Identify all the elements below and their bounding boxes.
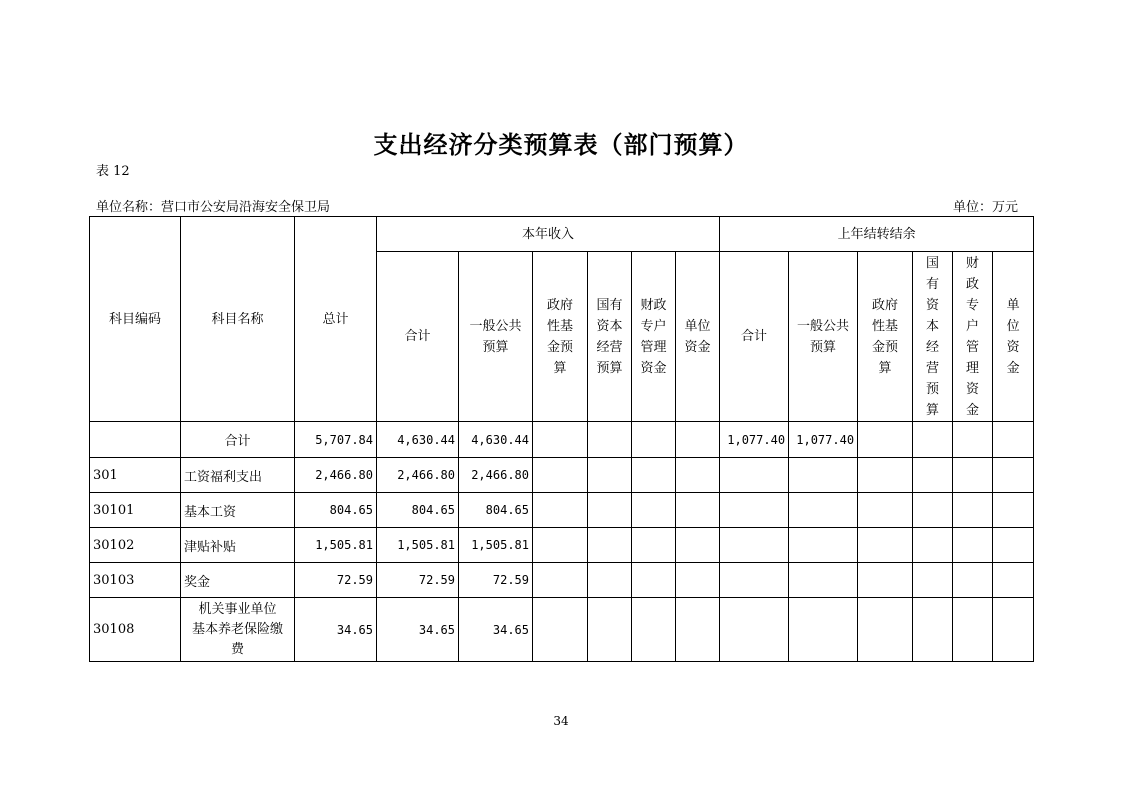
row-name: 奖金 (181, 563, 295, 598)
header-cy-col: 一般公共 预算 (459, 252, 533, 422)
empty-cell (953, 422, 993, 458)
empty-cell (632, 528, 676, 563)
row-total: 5,707.84 (295, 422, 377, 458)
empty-cell (953, 528, 993, 563)
row-code (90, 422, 181, 458)
table-row (90, 493, 1034, 528)
empty-cell (676, 493, 720, 528)
header-py-col: 单 位 资 金 (993, 252, 1034, 422)
row-name: 津贴补贴 (181, 528, 295, 563)
row-total: 2,466.80 (295, 458, 377, 493)
header-cy-col: 财政 专户 管理 资金 (632, 252, 676, 422)
empty-cell (953, 458, 993, 493)
empty-cell (533, 563, 588, 598)
empty-cell (953, 563, 993, 598)
row-name: 合计 (181, 422, 295, 458)
header-py-col: 合计 (720, 252, 789, 422)
row-code: 30102 (90, 528, 181, 563)
header-row-1 (90, 217, 1034, 252)
empty-cell (993, 458, 1034, 493)
row-py-total (720, 458, 789, 493)
empty-cell (533, 528, 588, 563)
empty-cell (533, 598, 588, 662)
row-cy-total: 72.59 (377, 563, 459, 598)
row-cy-general: 2,466.80 (459, 458, 533, 493)
table-row (90, 422, 1034, 458)
empty-cell (953, 598, 993, 662)
empty-cell (858, 528, 913, 563)
row-cy-total: 2,466.80 (377, 458, 459, 493)
header-cy-col: 国有 资本 经营 预算 (588, 252, 632, 422)
empty-cell (533, 493, 588, 528)
row-code: 30101 (90, 493, 181, 528)
header-name: 科目名称 (181, 217, 295, 422)
row-py-total: 1,077.40 (720, 422, 789, 458)
row-total: 34.65 (295, 598, 377, 662)
empty-cell (913, 598, 953, 662)
header-current-year: 本年收入 (377, 217, 720, 252)
empty-cell (588, 458, 632, 493)
empty-cell (588, 598, 632, 662)
empty-cell (632, 598, 676, 662)
empty-cell (913, 493, 953, 528)
table-row (90, 563, 1034, 598)
empty-cell (533, 422, 588, 458)
empty-cell (858, 493, 913, 528)
empty-cell (953, 493, 993, 528)
currency-unit: 单位：万元 (952, 200, 1018, 215)
row-py-total (720, 493, 789, 528)
row-py-general (789, 458, 858, 493)
empty-cell (676, 563, 720, 598)
empty-cell (632, 493, 676, 528)
row-cy-general: 804.65 (459, 493, 533, 528)
row-code: 30108 (90, 598, 181, 662)
row-total: 804.65 (295, 493, 377, 528)
row-cy-general: 4,630.44 (459, 422, 533, 458)
row-py-total (720, 528, 789, 563)
empty-cell (913, 528, 953, 563)
empty-cell (858, 458, 913, 493)
row-code: 301 (90, 458, 181, 493)
empty-cell (993, 598, 1034, 662)
header-prior-year: 上年结转结余 (720, 217, 1034, 252)
empty-cell (588, 528, 632, 563)
row-total: 72.59 (295, 563, 377, 598)
table-row (90, 528, 1034, 563)
row-cy-total: 804.65 (377, 493, 459, 528)
row-py-general (789, 563, 858, 598)
row-py-general (789, 493, 858, 528)
empty-cell (993, 493, 1034, 528)
budget-table (89, 216, 1034, 662)
row-cy-general: 34.65 (459, 598, 533, 662)
empty-cell (913, 563, 953, 598)
empty-cell (632, 458, 676, 493)
table-row (90, 598, 1034, 662)
header-code: 科目编码 (90, 217, 181, 422)
empty-cell (632, 563, 676, 598)
empty-cell (993, 422, 1034, 458)
table-number: 表 12 (96, 164, 130, 179)
empty-cell (588, 422, 632, 458)
unit-name: 单位名称：营口市公安局沿海安全保卫局 (96, 200, 331, 215)
row-py-total (720, 563, 789, 598)
row-cy-total: 34.65 (377, 598, 459, 662)
table-row (90, 458, 1034, 493)
header-cy-col: 政府 性基 金预 算 (533, 252, 588, 422)
header-cy-col: 单位 资金 (676, 252, 720, 422)
empty-cell (676, 422, 720, 458)
row-code: 30103 (90, 563, 181, 598)
row-total: 1,505.81 (295, 528, 377, 563)
row-py-general: 1,077.40 (789, 422, 858, 458)
empty-cell (858, 598, 913, 662)
empty-cell (858, 422, 913, 458)
empty-cell (588, 563, 632, 598)
row-name: 基本工资 (181, 493, 295, 528)
empty-cell (533, 458, 588, 493)
row-cy-total: 1,505.81 (377, 528, 459, 563)
row-name: 机关事业单位 基本养老保险缴 费 (181, 598, 295, 662)
empty-cell (913, 458, 953, 493)
row-py-total (720, 598, 789, 662)
row-py-general (789, 528, 858, 563)
row-cy-general: 72.59 (459, 563, 533, 598)
page-number: 34 (553, 714, 569, 728)
empty-cell (676, 528, 720, 563)
empty-cell (913, 422, 953, 458)
empty-cell (676, 458, 720, 493)
empty-cell (858, 563, 913, 598)
row-py-general (789, 598, 858, 662)
empty-cell (676, 598, 720, 662)
row-name: 工资福利支出 (181, 458, 295, 493)
header-py-col: 国 有 资 本 经 营 预 算 (913, 252, 953, 422)
header-total: 总计 (295, 217, 377, 422)
empty-cell (993, 528, 1034, 563)
empty-cell (993, 563, 1034, 598)
header-py-col: 财 政 专 户 管 理 资 金 (953, 252, 993, 422)
header-py-col: 一般公共 预算 (789, 252, 858, 422)
empty-cell (588, 493, 632, 528)
row-cy-total: 4,630.44 (377, 422, 459, 458)
row-cy-general: 1,505.81 (459, 528, 533, 563)
header-cy-col: 合计 (377, 252, 459, 422)
header-py-col: 政府 性基 金预 算 (858, 252, 913, 422)
empty-cell (632, 422, 676, 458)
page-title: 支出经济分类预算表（部门预算） (373, 131, 749, 159)
